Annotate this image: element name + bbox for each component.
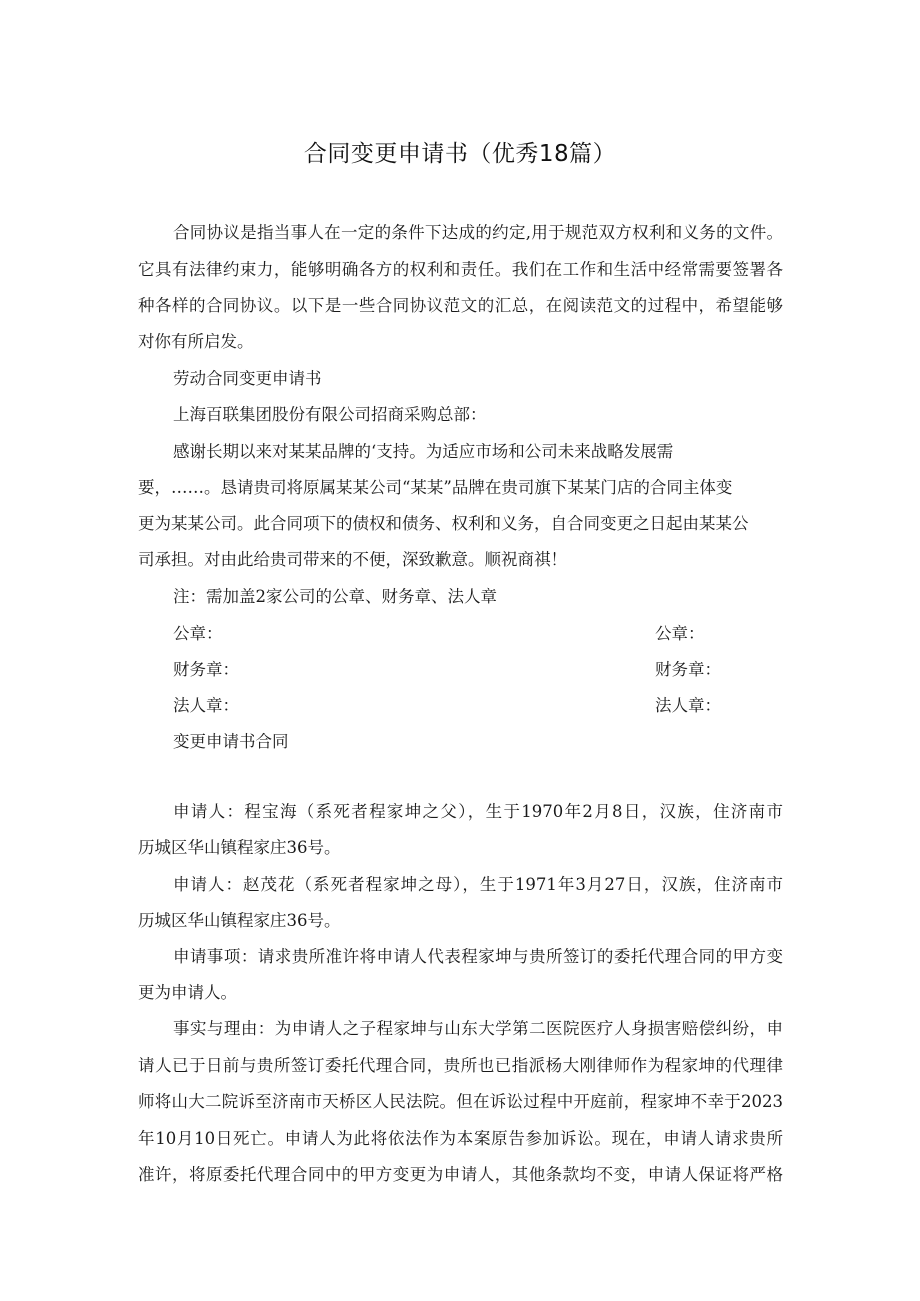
paragraph-line: 对你有所启发。 <box>138 332 254 351</box>
paragraph-line: 请人已于日前与贵所签订委托代理合同，贵所也已指派杨大刚律师作为程家坤的代理律 <box>138 1056 783 1075</box>
paragraph-line: 历城区华山镇程家庄36号。 <box>138 838 341 857</box>
paragraph-line: 要，……。恳请贵司将原属某某公司“某某”品牌在贵司旗下某某门店的合同主体变 <box>138 478 733 497</box>
paragraph-line: 它具有法律约束力，能够明确各方的权利和责任。我们在工作和生活中经常需要签署各 <box>138 260 783 279</box>
paragraph-line: 种各样的合同协议。以下是一些合同协议范文的汇总，在阅读范文的过程中，希望能够 <box>138 296 783 315</box>
paragraph-line: 准许，将原委托代理合同中的甲方变更为申请人，其他条款均不变，申请人保证将严格 <box>138 1165 783 1184</box>
paragraph-line: 申请事项：请求贵所准许将申请人代表程家坤与贵所签订的委托代理合同的甲方变 <box>173 947 783 966</box>
seal-label-left: 公章： <box>173 624 223 643</box>
seal-label-right: 财务章： <box>655 660 721 679</box>
seal-label-left: 法人章： <box>173 696 239 715</box>
paragraph-line: 感谢长期以来对某某品牌的‘支持。为适应市场和公司未来战略发展需 <box>173 442 674 461</box>
paragraph-line: 合同协议是指当事人在一定的条件下达成的约定,用于规范双方权利和义务的文件。 <box>173 223 783 242</box>
paragraph-line: 申请人：程宝海（系死者程家坤之父），生于1970年2月8日，汉族，住济南市 <box>173 802 783 821</box>
document-title: 合同变更申请书（优秀18篇） <box>303 141 617 167</box>
seal-label-right: 公章： <box>655 624 705 643</box>
paragraph-line: 更为申请人。 <box>138 983 237 1002</box>
addressee: 上海百联集团股份有限公司招商采购总部： <box>173 405 487 424</box>
paragraph-line: 申请人：赵茂花（系死者程家坤之母），生于1971年3月27日，汉族，住济南市 <box>173 875 783 894</box>
paragraph-line: 历城区华山镇程家庄36号。 <box>138 911 341 930</box>
paragraph-line: 司承担。对由此给贵司带来的不便，深致歉意。顺祝商祺！ <box>138 550 567 569</box>
seal-label-right: 法人章： <box>655 696 721 715</box>
section-heading: 劳动合同变更申请书 <box>173 369 322 388</box>
note: 注：需加盖2家公司的公章、财务章、法人章 <box>173 587 497 606</box>
paragraph-line: 年10月10日死亡。申请人为此将依法作为本案原告参加诉讼。现在，申请人请求贵所 <box>138 1129 783 1148</box>
paragraph-line: 师将山大二院诉至济南市天桥区人民法院。但在诉讼过程中开庭前，程家坤不幸于2023 <box>138 1092 783 1111</box>
paragraph-line: 事实与理由：为申请人之子程家坤与山东大学第二医院医疗人身损害赔偿纠纷，申 <box>173 1019 783 1038</box>
section-heading: 变更申请书合同 <box>173 732 289 751</box>
seal-label-left: 财务章： <box>173 660 239 679</box>
paragraph-line: 更为某某公司。此合同项下的债权和债务、权利和义务，自合同变更之日起由某某公 <box>138 514 749 533</box>
